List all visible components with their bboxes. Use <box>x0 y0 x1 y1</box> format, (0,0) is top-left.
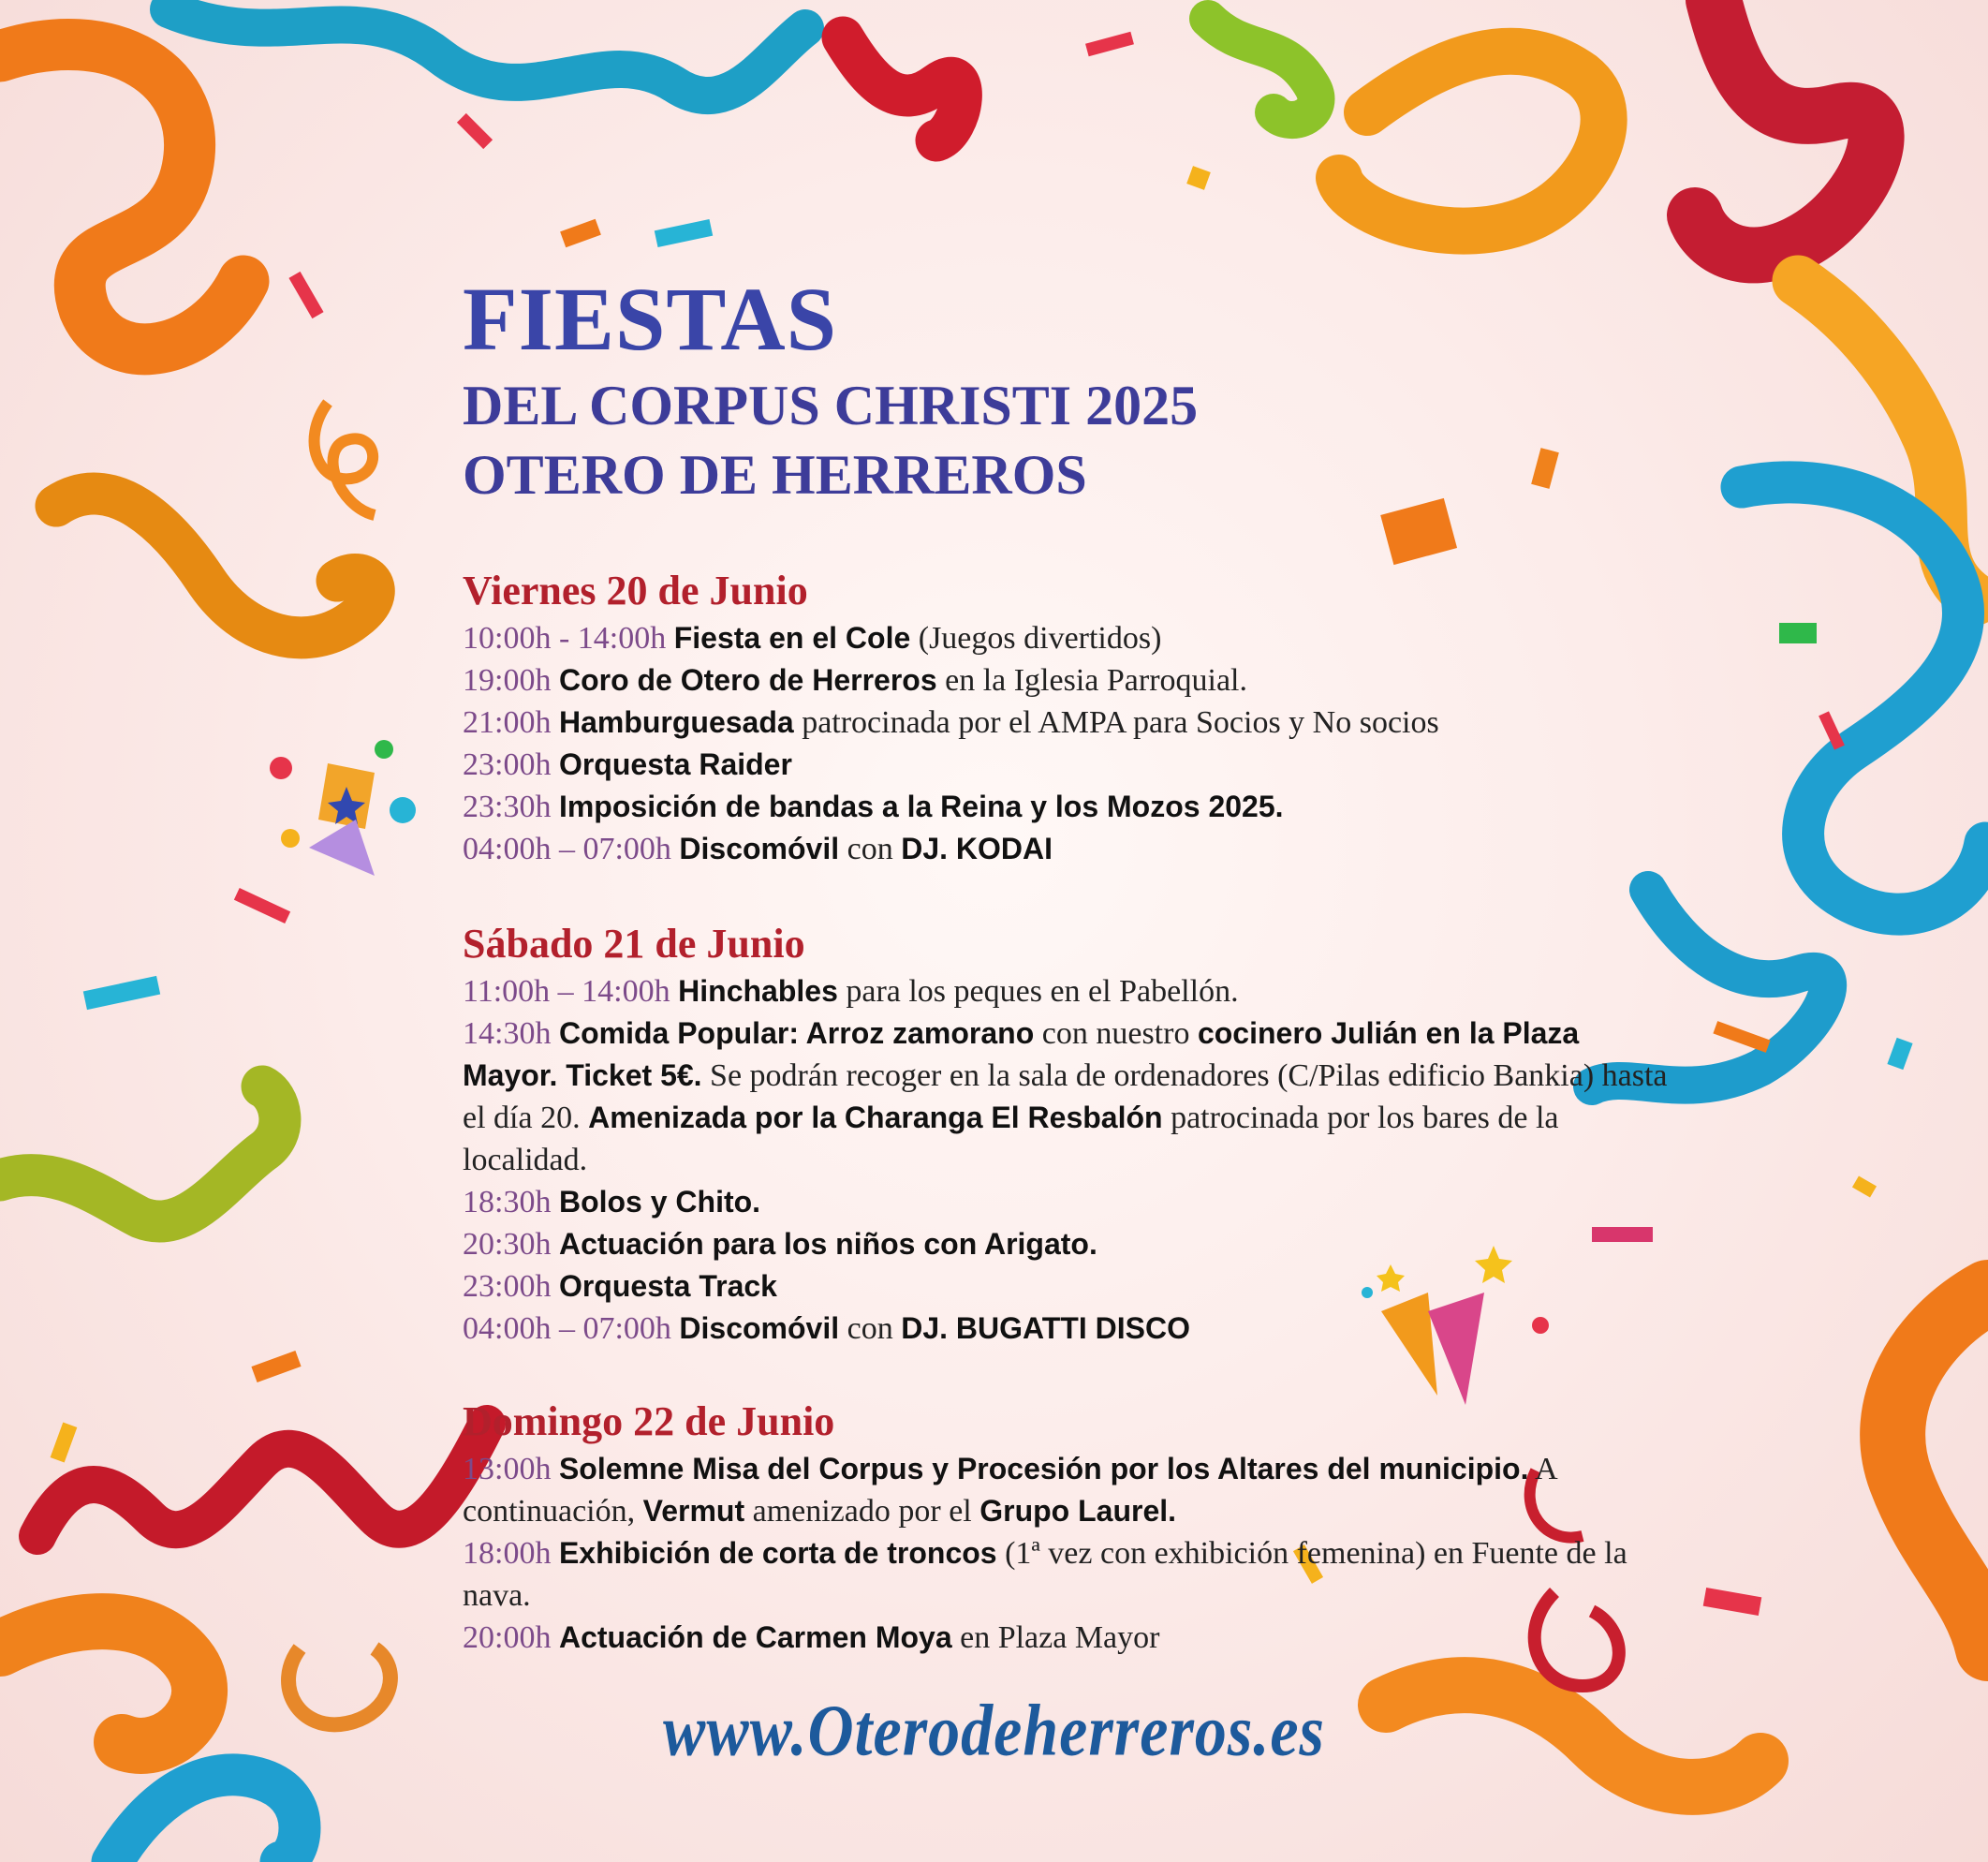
poster-subtitle-town: OTERO DE HERREROS <box>463 444 1087 506</box>
event-highlight: Comida Popular: Arroz zamorano <box>558 1016 1035 1050</box>
event-highlight: Vermut <box>642 1494 745 1528</box>
red-streamer-icon <box>37 1424 487 1536</box>
event-time: 18:30h <box>463 1185 552 1219</box>
day-title: Viernes 20 de Junio <box>463 568 808 613</box>
event-time: 23:00h <box>463 747 552 782</box>
event-highlight: Actuación para los niños con Arigato. <box>558 1227 1097 1261</box>
event-time: 19:00h <box>463 663 552 698</box>
event-highlight: Discomóvil <box>679 832 840 865</box>
event-highlight: Amenizada por la Charanga El Resbalón <box>588 1101 1163 1134</box>
event-time: 11:00h – 14:00h <box>463 974 670 1009</box>
day-section-sabado <box>463 920 1680 1350</box>
event-item <box>463 702 1680 744</box>
event-text: patrocinada por los bares de la localidad. <box>463 1101 1559 1177</box>
event-text: en la Iglesia Parroquial. <box>936 663 1247 698</box>
event-text: amenizado por el <box>744 1494 980 1529</box>
event-highlight: Fiesta en el Cole <box>673 621 911 655</box>
event-highlight: Grupo Laurel. <box>979 1494 1177 1528</box>
event-text: con <box>839 1311 902 1346</box>
event-text: con <box>839 832 902 866</box>
event-item <box>463 659 1680 702</box>
event-time: 10:00h - 14:00h <box>463 621 667 656</box>
event-item <box>463 1308 1680 1350</box>
event-item <box>463 1265 1680 1308</box>
curly-streamer-icon <box>315 403 375 515</box>
event-highlight: Orquesta Raider <box>558 747 792 781</box>
blue-streamer-icon <box>1742 482 1985 914</box>
title-block <box>463 268 1198 510</box>
event-highlight: Actuación de Carmen Moya <box>558 1620 952 1654</box>
party-popper-icon <box>270 740 416 876</box>
event-highlight: Exhibición de corta de troncos <box>558 1536 997 1570</box>
green-streamer-icon <box>0 1086 280 1221</box>
event-text: para los peques en el Pabellón. <box>837 974 1239 1009</box>
event-time: 04:00h – 07:00h <box>463 1311 671 1346</box>
event-item <box>463 1012 1680 1181</box>
event-highlight: Hamburguesada <box>558 705 794 739</box>
orange-streamer-icon <box>0 44 243 348</box>
event-item <box>463 1223 1680 1265</box>
day-title: Sábado 21 de Junio <box>463 921 805 967</box>
day-title: Domingo 22 de Junio <box>463 1398 835 1444</box>
event-highlight: Bolos y Chito. <box>558 1185 761 1219</box>
blue-streamer-icon <box>112 1775 300 1862</box>
event-highlight: Imposición de bandas a la Reina y los Mozos 2025. <box>558 790 1284 823</box>
event-item <box>463 1532 1680 1617</box>
event-item <box>463 1448 1680 1532</box>
green-streamer-icon <box>1208 19 1316 120</box>
red-streamer-icon <box>1695 0 1877 255</box>
event-time: 20:30h <box>463 1227 552 1262</box>
day-section-viernes <box>463 567 1680 870</box>
event-text: A continuación, <box>463 1452 1556 1529</box>
teal-streamer-icon <box>169 9 805 96</box>
event-highlight: Discomóvil <box>679 1311 840 1345</box>
event-time: 14:30h <box>463 1016 552 1051</box>
website-link[interactable]: www.Oterodeherreros.es <box>662 1689 1326 1771</box>
event-text: (Juegos divertidos) <box>910 621 1162 656</box>
event-item <box>463 970 1680 1012</box>
orange-streamer-icon <box>1339 52 1604 231</box>
event-time: 04:00h – 07:00h <box>463 832 671 866</box>
event-time: 23:00h <box>463 1269 552 1304</box>
event-item <box>463 786 1680 828</box>
event-text: Se podrán recoger en la sala de ordenadores (C/Pilas edificio Bankia) hasta el día 20. <box>463 1058 1668 1135</box>
event-item <box>463 1181 1680 1223</box>
orange-streamer-icon <box>1892 1293 1988 1648</box>
event-text: en Plaza Mayor <box>951 1620 1160 1655</box>
event-text: (1ª vez con exhibición femenina) en Fuente de la nava. <box>463 1536 1627 1613</box>
event-highlight: cocinero Julián en la Plaza Mayor. Ticket 5€. <box>463 1016 1580 1092</box>
event-time: 23:30h <box>463 790 552 824</box>
event-item <box>463 1617 1680 1659</box>
event-time: 13:00h <box>463 1452 552 1486</box>
gold-streamer-icon <box>56 494 374 638</box>
event-time: 21:00h <box>463 705 552 740</box>
event-highlight: DJ. BUGATTI DISCO <box>901 1311 1190 1345</box>
event-time: 18:00h <box>463 1536 552 1571</box>
event-highlight: Hinchables <box>678 974 838 1008</box>
poster-subtitle-event: DEL CORPUS CHRISTI 2025 <box>463 375 1199 436</box>
event-highlight: DJ. KODAI <box>901 832 1053 865</box>
event-item <box>463 617 1680 659</box>
event-item <box>463 744 1680 786</box>
red-streamer-icon <box>843 37 961 140</box>
event-item <box>463 828 1680 870</box>
event-text: con nuestro <box>1034 1016 1198 1051</box>
event-highlight: Orquesta Track <box>558 1269 777 1303</box>
poster-title: FIESTAS <box>463 269 838 369</box>
event-text: patrocinada por el AMPA para Socios y No socios <box>793 705 1439 740</box>
event-highlight: Solemne Misa del Corpus y Procesión por los Altares del municipio. <box>558 1452 1529 1485</box>
event-time: 20:00h <box>463 1620 552 1655</box>
day-section-domingo <box>463 1397 1680 1659</box>
event-highlight: Coro de Otero de Herreros <box>558 663 937 697</box>
